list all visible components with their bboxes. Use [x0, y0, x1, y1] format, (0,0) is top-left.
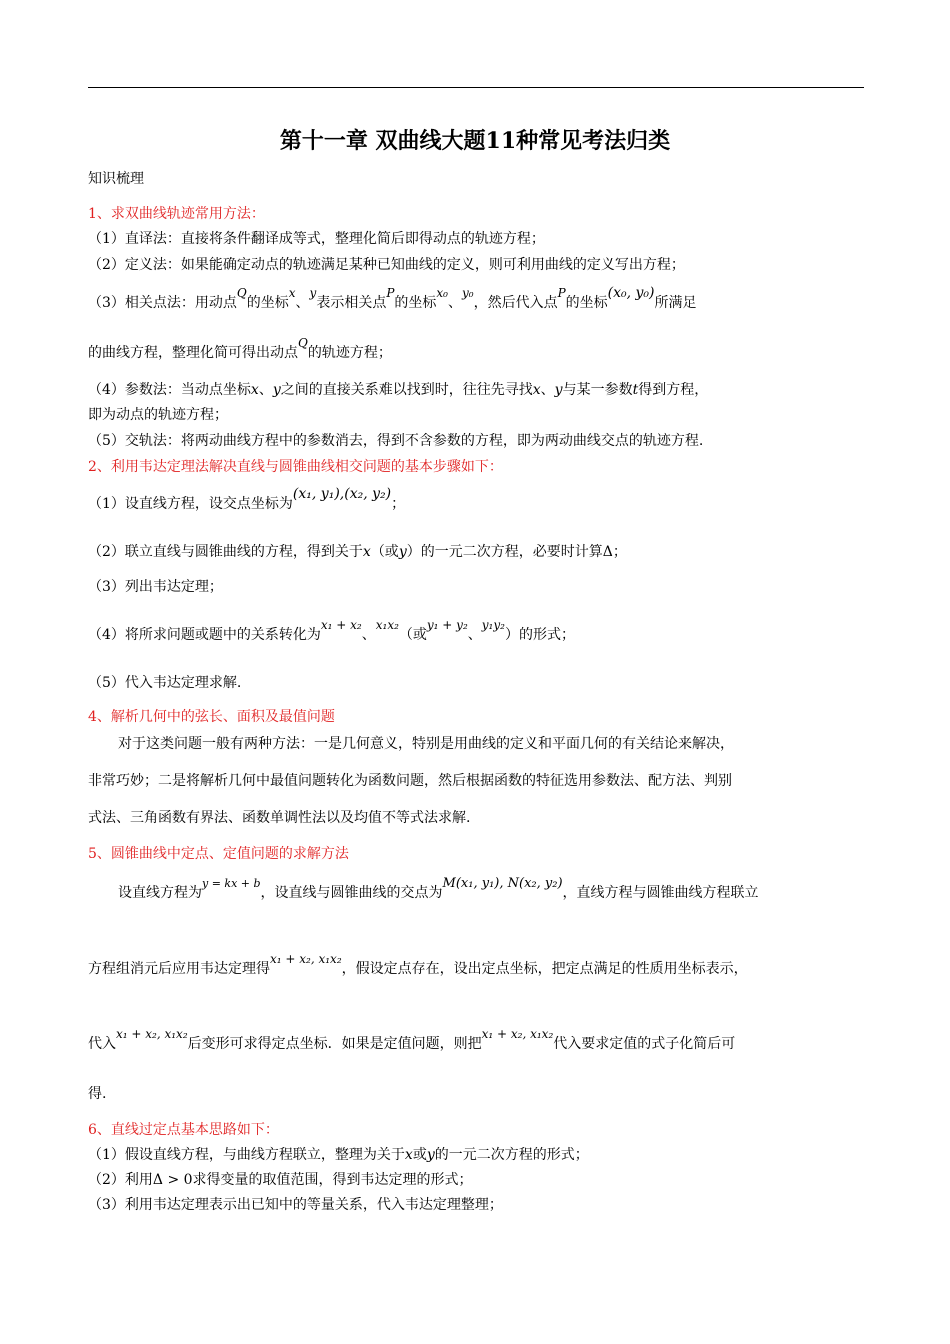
page-title: 第十一章 双曲线大题11种常见考法归类: [279, 128, 671, 154]
s1-item-4-cont: 即为动点的轨迹方程；: [88, 407, 228, 423]
s4-para-line-1: 对于这类问题一般有两种方法：一是几何意义，特别是用曲线的定义和平面几何的有关结论来解决，: [118, 736, 734, 752]
s2-item-2: （2）联立直线与圆锥曲线的方程，得到关于x（或y）的一元二次方程，必要时计算Δ；: [88, 544, 627, 560]
s5-para-line-4: 得.: [88, 1086, 107, 1102]
s5-heading: 5、圆锥曲线中定点、定值问题的求解方法: [88, 846, 349, 862]
s1-item-4: （4）参数法：当动点坐标x、y之间的直接关系难以找到时，往往先寻找x、y与某一参数t得到方程，: [88, 382, 709, 398]
s1-item-2: （2）定义法：如果能确定动点的轨迹满足某种已知曲线的定义，则可利用曲线的定义写出方程；: [88, 257, 685, 273]
header-rule: [88, 87, 864, 88]
s2-item-5: （5）代入韦达定理求解.: [88, 675, 242, 691]
s5-para-line-2: 方程组消元后应用韦达定理得x₁ + x₂, x₁x₂，假设定点存在，设出定点坐标，把定点满足的性质用坐标表示，: [88, 952, 748, 977]
s2-item-4: （4）将所求问题或题中的关系转化为x₁ + x₂、x₁x₂（或y₁ + y₂、y₁y₂）的形式；: [88, 618, 575, 643]
s6-item-3: （3）利用韦达定理表示出已知中的等量关系，代入韦达定理整理；: [88, 1197, 503, 1213]
s2-item-3: （3）列出韦达定理；: [88, 579, 223, 595]
s1-item-3-cont: 的曲线方程，整理化简可得出动点Q的轨迹方程；: [88, 336, 392, 361]
section-label: 知识梳理: [88, 171, 144, 187]
s6-item-1: （1）假设直线方程，与曲线方程联立，整理为关于x或y的一元二次方程的形式；: [88, 1147, 589, 1163]
s4-heading: 4、解析几何中的弦长、面积及最值问题: [88, 709, 335, 725]
s1-item-1: （1）直译法：直接将条件翻译成等式，整理化简后即得动点的轨迹方程；: [88, 231, 545, 247]
s5-para-line-3: 代入x₁ + x₂, x₁x₂后变形可求得定点坐标．如果是定值问题，则把x₁ + x₂, x₁x₂代入要求定值的式子化简后可: [88, 1027, 736, 1052]
s6-item-2: （2）利用Δ > 0求得变量的取值范围，得到韦达定理的形式；: [88, 1172, 473, 1188]
s2-item-1: （1）设直线方程，设交点坐标为(x₁, y₁),(x₂, y₂)；: [88, 486, 406, 512]
s6-heading: 6、直线过定点基本思路如下：: [88, 1122, 279, 1138]
s1-item-5: （5）交轨法：将两动曲线方程中的参数消去，得到不含参数的方程，即为两动曲线交点的轨迹方程.: [88, 433, 704, 449]
s1-heading: 1、求双曲线轨迹常用方法：: [88, 206, 265, 222]
s1-item-3: （3）相关点法：用动点Q的坐标x、y表示相关点P的坐标x₀、y₀，然后代入点P的坐标(x₀, y₀)所满足: [88, 285, 697, 311]
s4-para-line-2: 非常巧妙；二是将解析几何中最值问题转化为函数问题，然后根据函数的特征选用参数法、配方法、判别: [88, 773, 732, 789]
s2-heading: 2、利用韦达定理法解决直线与圆锥曲线相交问题的基本步骤如下：: [88, 459, 503, 475]
s5-para-line-1: 设直线方程为$^{y = kx + b}$，设直线与圆锥曲线的交点为M(x₁, y₁), N(x₂, y₂)，直线方程与圆锥曲线方程联立: [118, 876, 759, 901]
s4-para-line-3: 式法、三角函数有界法、函数单调性法以及均值不等式法求解.: [88, 810, 471, 826]
